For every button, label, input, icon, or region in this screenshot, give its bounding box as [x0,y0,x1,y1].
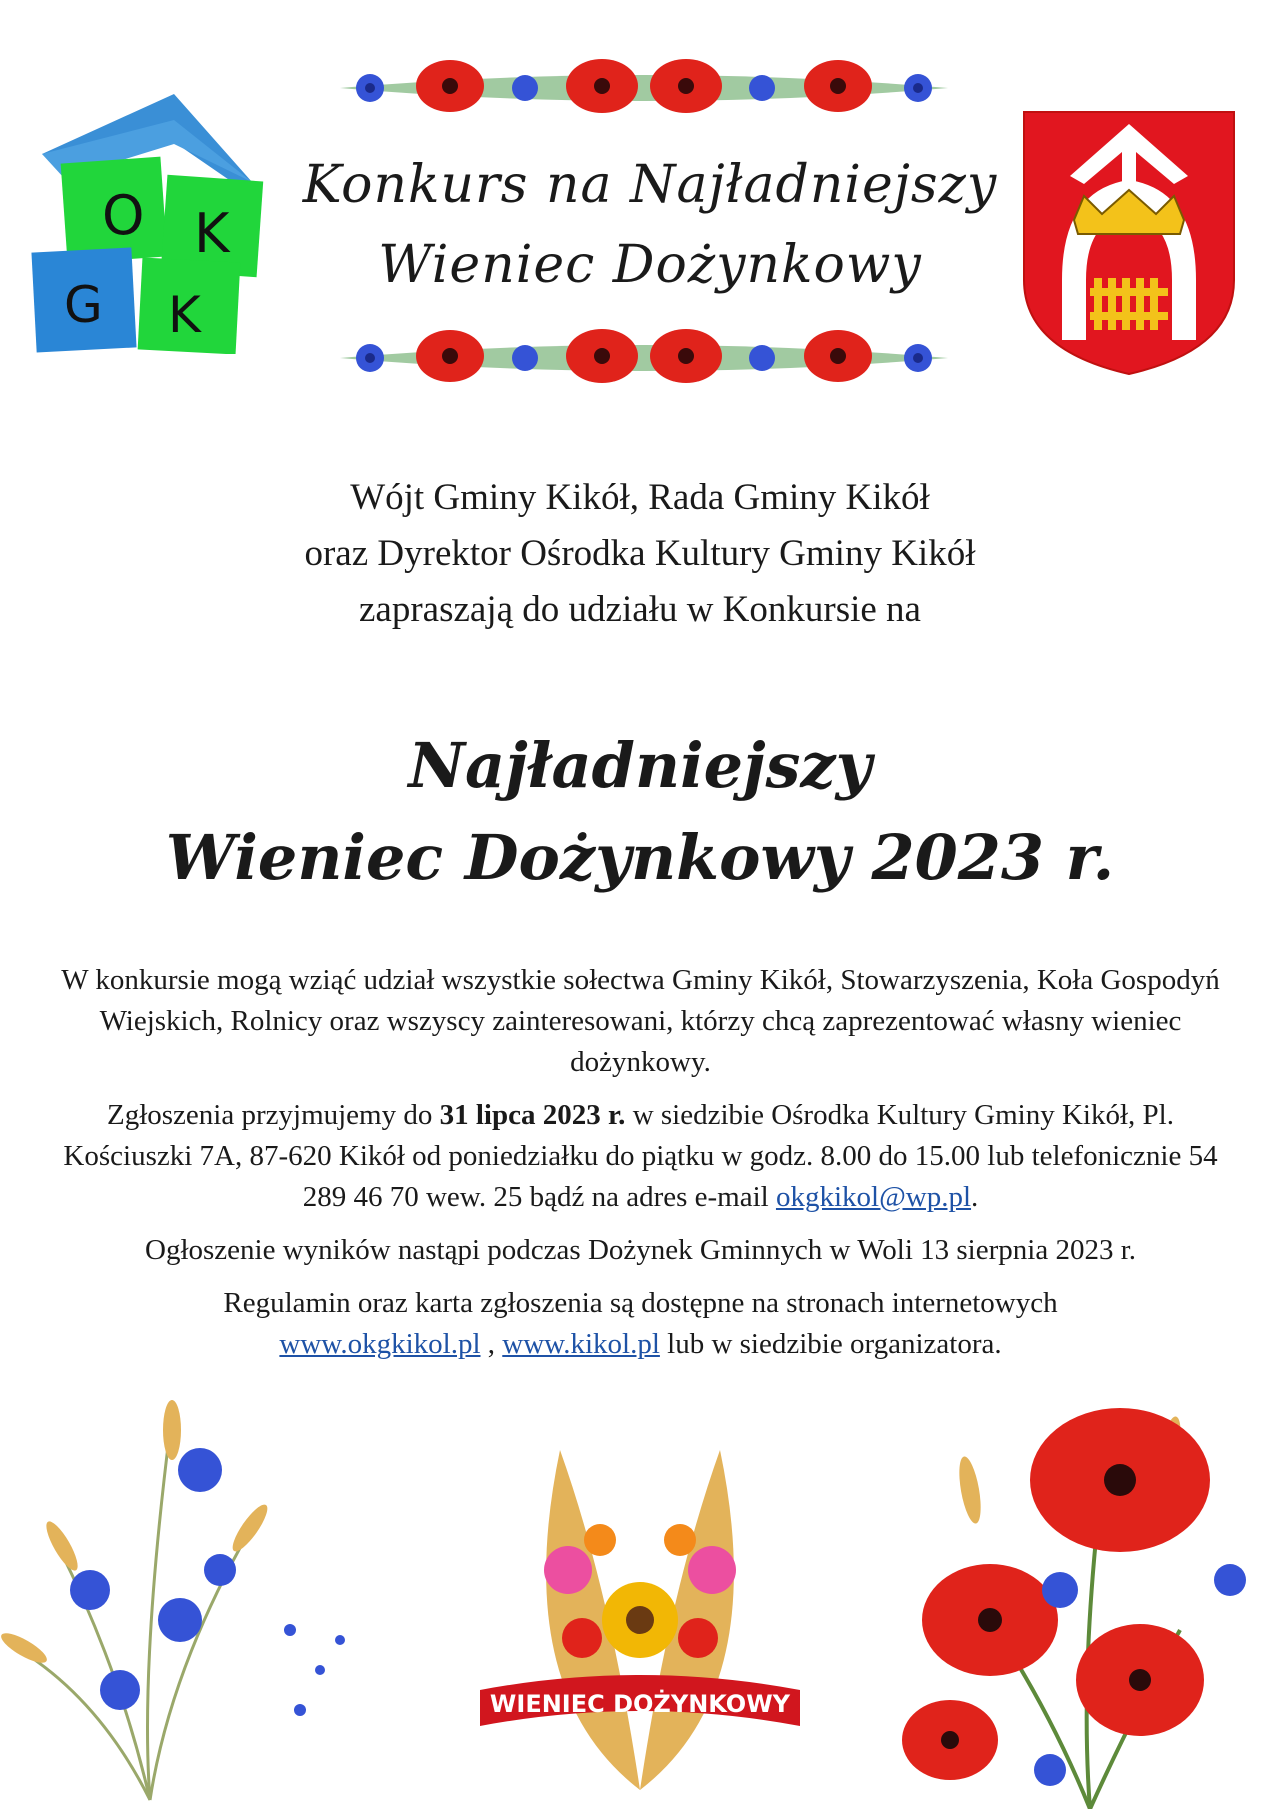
logo-letter-o: O [102,184,145,247]
cornflowers-wheat-illustration [0,1370,420,1809]
harvest-wreath-illustration [450,1390,830,1809]
submission-deadline: 31 lipca 2023 r. [439,1099,626,1131]
submissions-text-details: w siedzibie Ośrodka Kultury Gminy Kikół, Pl. Kościuszki 7A, 87-620 Kikół od poniedziałku do piątku w godz. 8.00 do 15.00 lub telefonicznie 54 289 46 70 wew. 25 bądź na adres e-mail [63,1099,1218,1213]
wreath-banner-text: WIENIEC DOŻYNKOWY [489,1690,791,1718]
intro-line1: Wójt Gminy Kikół, Rada Gminy Kikół [350,477,930,518]
submissions-text-start: Zgłoszenia przyjmujemy do [107,1099,440,1131]
main-title [100,720,1180,904]
header-title [280,145,1020,305]
coat-of-arms [1022,110,1236,376]
submissions-text-end: . [971,1181,979,1213]
website-link-okgkikol[interactable]: www.okgkikol.pl [279,1328,481,1360]
crest-fence [1090,278,1168,330]
intro-line3: zapraszają do udziału w Konkursie na [359,589,921,630]
poppies-illustration [850,1380,1281,1809]
email-link[interactable]: okgkikol@wp.pl [775,1181,972,1213]
paragraph-results: Ogłoszenie wyników nastąpi podczas Dożynek Gminnych w Woli 13 sierpnia 2023 r. [145,1234,1136,1266]
logo-letter-k1: K [194,202,230,265]
floral-band-top [330,52,958,124]
rules-text-end: lub w siedzibie organizatora. [659,1328,1002,1360]
okgk-logo [24,82,276,354]
floral-band-top-art [340,59,948,113]
intro-line2: oraz Dyrektor Ośrodka Kultury Gminy Kikół [304,533,976,574]
paragraph-rules [55,1283,1226,1365]
logo-letter-k2: K [168,286,201,344]
rules-text: Regulamin oraz karta zgłoszenia są dostępne na stronach internetowych [223,1287,1058,1319]
header-title-line1: Konkurs na Najładniejszy [302,155,998,215]
logo-letter-g: G [64,276,103,334]
body-text [55,960,1226,1377]
rules-separator: , [480,1328,503,1360]
paragraph-eligibility: W konkursie mogą wziąć udział wszystkie sołectwa Gminy Kikół, Stowarzyszenia, Koła Gospodyń Wiejskich, Rolnicy oraz wszyscy zainteresowani, którzy chcą zaprezentować własny wieniec dożynkowy. [61,964,1220,1078]
floral-band-bottom [330,322,958,394]
intro-text [140,470,1140,638]
floral-band-bottom-art [340,329,948,383]
main-title-line1: Najładniejszy [408,729,872,802]
header-title-line2: Wieniec Dożynkowy [378,235,922,295]
main-title-line2: Wieniec Dożynkowy 2023 r. [165,821,1115,894]
website-link-kikol[interactable]: www.kikol.pl [502,1328,660,1360]
paragraph-submissions [55,1095,1226,1218]
